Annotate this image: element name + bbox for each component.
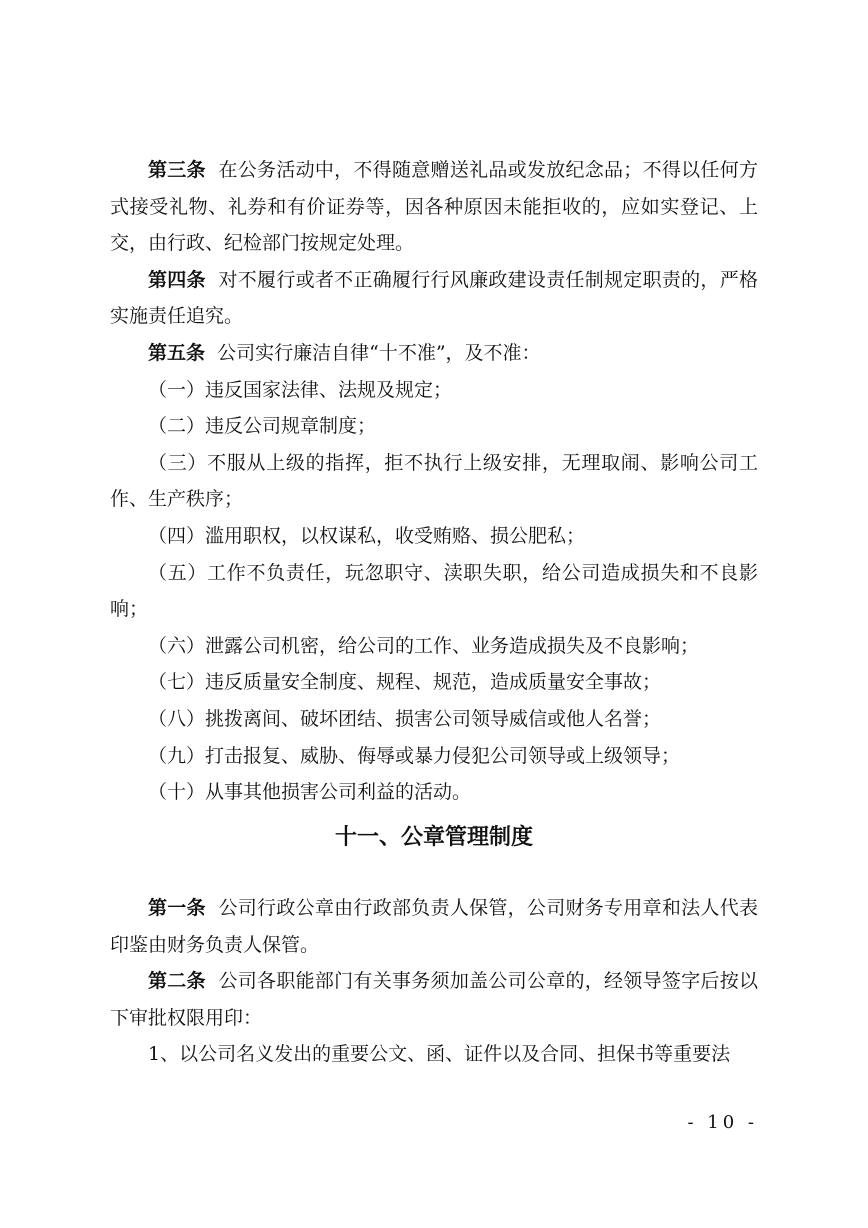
prohibition-item: （九）打击报复、威胁、侮辱或暴力侵犯公司领导或上级领导； <box>148 744 681 767</box>
prohibition-item: （四）滥用职权，以权谋私，收受贿赂、损公肥私； <box>148 524 586 547</box>
article-label: 第三条 <box>148 159 206 181</box>
prohibition-item: （五）工作不负责任，玩忽职守、渎职失职，给公司造成损失和不良影响； <box>110 561 758 621</box>
prohibition-item: （八）挑拨离间、破坏团结、损害公司领导威信或他人名誉； <box>148 707 662 730</box>
article-3 <box>110 152 758 262</box>
article-5 <box>110 335 758 372</box>
document-body-top <box>110 152 758 811</box>
prohibition-item: （十）从事其他损害公司利益的活动。 <box>148 781 472 804</box>
prohibition-item: （三）不服从上级的指挥，拒不执行上级安排，无理取闹、影响公司工作、生产秩序； <box>110 451 758 511</box>
prohibition-item: （二）违反公司规章制度； <box>148 415 377 438</box>
article-label: 第四条 <box>148 268 206 291</box>
section-heading: 十一、公章管理制度 <box>334 825 533 850</box>
numbered-item: 1、以公司名义发出的重要公文、函、证件以及合同、担保书等重要法 <box>148 1043 731 1066</box>
seal-article-2 <box>110 963 758 1036</box>
seal-article-1 <box>110 890 758 963</box>
article-label: 第五条 <box>148 341 206 364</box>
prohibition-item: （六）泄露公司机密，给公司的工作、业务造成损失及不良影响； <box>148 634 700 657</box>
article-label: 第二条 <box>148 970 206 993</box>
document-body-bottom <box>110 890 758 1073</box>
article-4 <box>110 262 758 335</box>
article-text: 对不履行或者不正确履行行风廉政建设责任制规定职责的，严格实施责任追究。 <box>110 268 758 328</box>
article-text: 公司行政公章由行政部负责人保管，公司财务专用章和法人代表印鉴由财务负责人保管。 <box>110 897 758 956</box>
prohibition-item: （七）违反质量安全制度、规程、规范，造成质量安全事故； <box>148 671 662 694</box>
article-label: 第一条 <box>148 897 206 919</box>
article-text: 公司各职能部门有关事务须加盖公司公章的，经领导签字后按以下审批权限用印： <box>110 970 758 1029</box>
page-number: - 10 - <box>687 1112 758 1133</box>
prohibition-item: （一）违反国家法律、法规及规定； <box>148 378 453 401</box>
article-text: 公司实行廉洁自律“十不准”，及不准： <box>217 341 541 364</box>
article-text: 在公务活动中，不得随意赠送礼品或发放纪念品；不得以任何方式接受礼物、礼券和有价证券等，因各种原因未能拒收的，应如实登记、上交，由行政、纪检部门按规定处理。 <box>110 159 758 255</box>
